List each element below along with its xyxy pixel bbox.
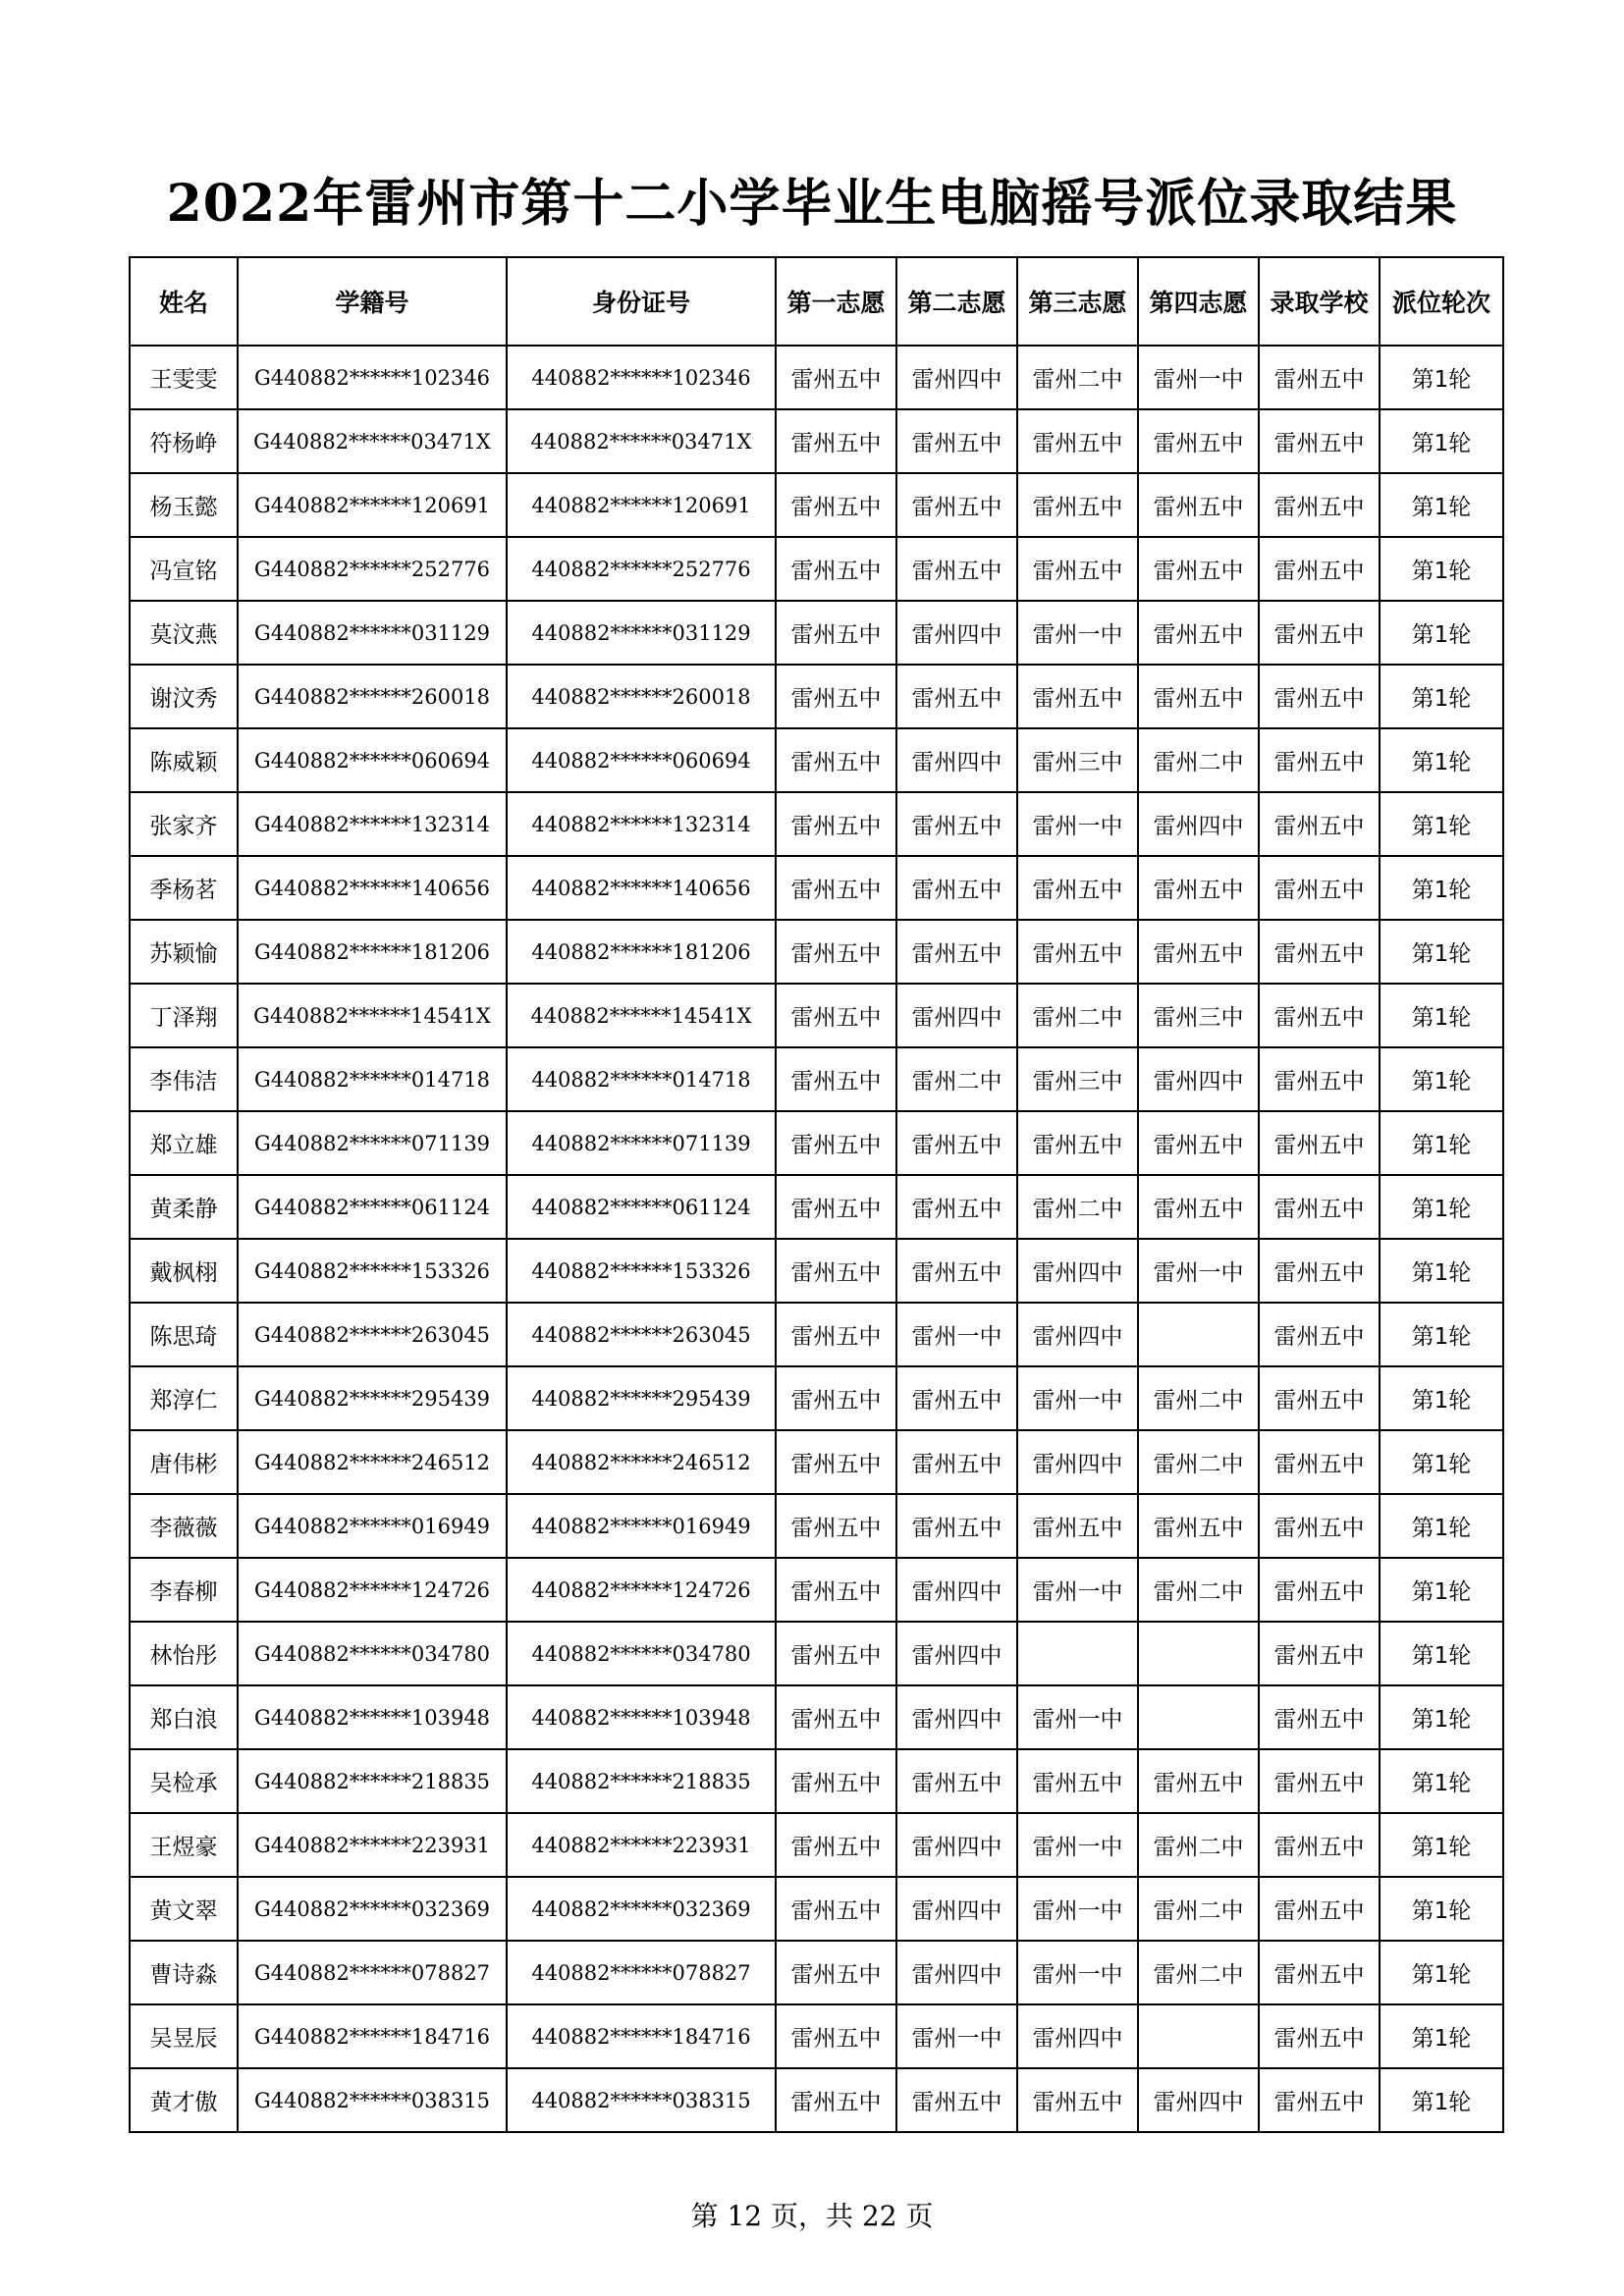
- cell-choice-1: 雷州五中: [776, 792, 896, 856]
- cell-choice-2: 雷州四中: [896, 1558, 1017, 1622]
- cell-choice-1: 雷州五中: [776, 2068, 896, 2132]
- column-header-choice-2: 第二志愿: [896, 257, 1017, 346]
- cell-round: 第1轮: [1380, 728, 1503, 792]
- cell-round: 第1轮: [1380, 1558, 1503, 1622]
- cell-admitted-school: 雷州五中: [1259, 346, 1380, 409]
- cell-choice-2: 雷州五中: [896, 1111, 1017, 1175]
- cell-admitted-school: 雷州五中: [1259, 856, 1380, 920]
- cell-choice-4: [1138, 1622, 1259, 1685]
- cell-student-id: G440882******120691: [238, 473, 507, 537]
- cell-choice-1: 雷州五中: [776, 665, 896, 728]
- cell-choice-4: 雷州五中: [1138, 1111, 1259, 1175]
- cell-name: 黄柔静: [130, 1175, 238, 1239]
- cell-student-id: G440882******038315: [238, 2068, 507, 2132]
- cell-choice-3: 雷州一中: [1017, 1685, 1138, 1749]
- cell-choice-3: 雷州四中: [1017, 1239, 1138, 1303]
- cell-admitted-school: 雷州五中: [1259, 537, 1380, 601]
- cell-choice-4: 雷州二中: [1138, 1366, 1259, 1430]
- cell-round: 第1轮: [1380, 1047, 1503, 1111]
- cell-choice-1: 雷州五中: [776, 346, 896, 409]
- cell-id-number: 440882******060694: [507, 728, 776, 792]
- cell-choice-4: 雷州四中: [1138, 792, 1259, 856]
- cell-id-number: 440882******181206: [507, 920, 776, 984]
- cell-round: 第1轮: [1380, 792, 1503, 856]
- cell-choice-3: 雷州一中: [1017, 1558, 1138, 1622]
- cell-choice-4: 雷州五中: [1138, 920, 1259, 984]
- cell-choice-3: 雷州四中: [1017, 1303, 1138, 1366]
- page-footer: 第 12 页，共 22 页: [690, 2200, 934, 2232]
- cell-student-id: G440882******061124: [238, 1175, 507, 1239]
- table-row: [130, 409, 1503, 473]
- cell-round: 第1轮: [1380, 1175, 1503, 1239]
- cell-choice-1: 雷州五中: [776, 1494, 896, 1558]
- cell-admitted-school: 雷州五中: [1259, 984, 1380, 1047]
- cell-student-id: G440882******032369: [238, 1877, 507, 1941]
- cell-choice-2: 雷州一中: [896, 2004, 1017, 2068]
- cell-choice-1: 雷州五中: [776, 473, 896, 537]
- cell-student-id: G440882******102346: [238, 346, 507, 409]
- cell-student-id: G440882******223931: [238, 1813, 507, 1877]
- cell-name: 季杨茗: [130, 856, 238, 920]
- cell-choice-2: 雷州五中: [896, 2068, 1017, 2132]
- cell-choice-1: 雷州五中: [776, 1175, 896, 1239]
- cell-choice-1: 雷州五中: [776, 728, 896, 792]
- cell-choice-2: 雷州五中: [896, 473, 1017, 537]
- cell-name: 陈威颖: [130, 728, 238, 792]
- cell-student-id: G440882******132314: [238, 792, 507, 856]
- page-title: 2022年雷州市第十二小学毕业生电脑摇号派位录取结果: [166, 174, 1458, 234]
- cell-name: 丁泽翔: [130, 984, 238, 1047]
- table-row: [130, 1622, 1503, 1685]
- cell-choice-2: 雷州五中: [896, 920, 1017, 984]
- cell-round: 第1轮: [1380, 409, 1503, 473]
- table-row: [130, 728, 1503, 792]
- cell-choice-4: 雷州二中: [1138, 1558, 1259, 1622]
- cell-choice-4: 雷州一中: [1138, 346, 1259, 409]
- cell-admitted-school: 雷州五中: [1259, 1175, 1380, 1239]
- cell-choice-4: 雷州一中: [1138, 1239, 1259, 1303]
- cell-choice-1: 雷州五中: [776, 1685, 896, 1749]
- cell-choice-1: 雷州五中: [776, 1366, 896, 1430]
- cell-choice-4: 雷州五中: [1138, 665, 1259, 728]
- cell-choice-3: 雷州五中: [1017, 537, 1138, 601]
- cell-choice-1: 雷州五中: [776, 1941, 896, 2004]
- cell-name: 冯宣铭: [130, 537, 238, 601]
- cell-choice-4: [1138, 2004, 1259, 2068]
- cell-choice-2: 雷州五中: [896, 792, 1017, 856]
- cell-student-id: G440882******014718: [238, 1047, 507, 1111]
- cell-choice-3: 雷州五中: [1017, 1494, 1138, 1558]
- cell-id-number: 440882******031129: [507, 601, 776, 665]
- cell-choice-3: 雷州一中: [1017, 601, 1138, 665]
- table-row: [130, 1877, 1503, 1941]
- cell-round: 第1轮: [1380, 601, 1503, 665]
- cell-choice-3: 雷州三中: [1017, 728, 1138, 792]
- cell-admitted-school: 雷州五中: [1259, 1558, 1380, 1622]
- cell-id-number: 440882******140656: [507, 856, 776, 920]
- cell-id-number: 440882******014718: [507, 1047, 776, 1111]
- cell-choice-2: 雷州五中: [896, 1494, 1017, 1558]
- cell-name: 李春柳: [130, 1558, 238, 1622]
- cell-round: 第1轮: [1380, 1239, 1503, 1303]
- cell-round: 第1轮: [1380, 1877, 1503, 1941]
- cell-name: 吴昱辰: [130, 2004, 238, 2068]
- cell-name: 陈思琦: [130, 1303, 238, 1366]
- cell-admitted-school: 雷州五中: [1259, 1430, 1380, 1494]
- cell-choice-1: 雷州五中: [776, 601, 896, 665]
- cell-choice-2: 雷州四中: [896, 1877, 1017, 1941]
- cell-choice-4: 雷州二中: [1138, 1813, 1259, 1877]
- cell-round: 第1轮: [1380, 665, 1503, 728]
- cell-choice-3: 雷州五中: [1017, 473, 1138, 537]
- cell-choice-2: 雷州五中: [896, 1430, 1017, 1494]
- cell-id-number: 440882******038315: [507, 2068, 776, 2132]
- table-row: [130, 1558, 1503, 1622]
- cell-choice-2: 雷州五中: [896, 1749, 1017, 1813]
- table-row: [130, 346, 1503, 409]
- cell-admitted-school: 雷州五中: [1259, 1877, 1380, 1941]
- cell-choice-3: 雷州二中: [1017, 984, 1138, 1047]
- cell-student-id: G440882******060694: [238, 728, 507, 792]
- cell-name: 莫汶燕: [130, 601, 238, 665]
- cell-choice-3: 雷州一中: [1017, 1877, 1138, 1941]
- cell-round: 第1轮: [1380, 1430, 1503, 1494]
- table-row: [130, 2068, 1503, 2132]
- cell-choice-3: 雷州一中: [1017, 792, 1138, 856]
- cell-round: 第1轮: [1380, 920, 1503, 984]
- cell-student-id: G440882******181206: [238, 920, 507, 984]
- cell-student-id: G440882******263045: [238, 1303, 507, 1366]
- cell-round: 第1轮: [1380, 1685, 1503, 1749]
- cell-id-number: 440882******132314: [507, 792, 776, 856]
- cell-id-number: 440882******03471X: [507, 409, 776, 473]
- cell-choice-4: 雷州五中: [1138, 601, 1259, 665]
- cell-student-id: G440882******016949: [238, 1494, 507, 1558]
- cell-admitted-school: 雷州五中: [1259, 1685, 1380, 1749]
- cell-choice-1: 雷州五中: [776, 984, 896, 1047]
- cell-choice-2: 雷州四中: [896, 346, 1017, 409]
- cell-choice-3: 雷州三中: [1017, 1047, 1138, 1111]
- cell-round: 第1轮: [1380, 2004, 1503, 2068]
- cell-choice-1: 雷州五中: [776, 1239, 896, 1303]
- cell-choice-3: 雷州五中: [1017, 1749, 1138, 1813]
- cell-choice-3: 雷州一中: [1017, 1366, 1138, 1430]
- cell-admitted-school: 雷州五中: [1259, 601, 1380, 665]
- cell-id-number: 440882******071139: [507, 1111, 776, 1175]
- table-row: [130, 1494, 1503, 1558]
- cell-choice-4: 雷州二中: [1138, 1430, 1259, 1494]
- cell-id-number: 440882******120691: [507, 473, 776, 537]
- cell-admitted-school: 雷州五中: [1259, 1749, 1380, 1813]
- cell-choice-4: [1138, 1685, 1259, 1749]
- cell-choice-4: 雷州五中: [1138, 856, 1259, 920]
- cell-round: 第1轮: [1380, 2068, 1503, 2132]
- cell-choice-1: 雷州五中: [776, 1813, 896, 1877]
- cell-id-number: 440882******295439: [507, 1366, 776, 1430]
- cell-choice-4: 雷州五中: [1138, 1175, 1259, 1239]
- cell-admitted-school: 雷州五中: [1259, 2068, 1380, 2132]
- cell-choice-4: [1138, 1303, 1259, 1366]
- table-row: [130, 1813, 1503, 1877]
- cell-admitted-school: 雷州五中: [1259, 1047, 1380, 1111]
- cell-name: 唐伟彬: [130, 1430, 238, 1494]
- cell-round: 第1轮: [1380, 537, 1503, 601]
- cell-student-id: G440882******103948: [238, 1685, 507, 1749]
- cell-id-number: 440882******223931: [507, 1813, 776, 1877]
- cell-student-id: G440882******295439: [238, 1366, 507, 1430]
- cell-student-id: G440882******260018: [238, 665, 507, 728]
- cell-choice-1: 雷州五中: [776, 1749, 896, 1813]
- cell-choice-3: 雷州一中: [1017, 1941, 1138, 2004]
- cell-choice-4: 雷州五中: [1138, 1494, 1259, 1558]
- cell-student-id: G440882******218835: [238, 1749, 507, 1813]
- cell-admitted-school: 雷州五中: [1259, 728, 1380, 792]
- cell-student-id: G440882******078827: [238, 1941, 507, 2004]
- cell-name: 戴枫栩: [130, 1239, 238, 1303]
- cell-admitted-school: 雷州五中: [1259, 473, 1380, 537]
- cell-round: 第1轮: [1380, 1494, 1503, 1558]
- cell-choice-4: 雷州五中: [1138, 537, 1259, 601]
- cell-admitted-school: 雷州五中: [1259, 1494, 1380, 1558]
- cell-choice-2: 雷州五中: [896, 409, 1017, 473]
- table-row: [130, 984, 1503, 1047]
- table-row: [130, 920, 1503, 984]
- cell-choice-2: 雷州四中: [896, 1685, 1017, 1749]
- cell-choice-4: 雷州五中: [1138, 473, 1259, 537]
- cell-choice-1: 雷州五中: [776, 1622, 896, 1685]
- cell-name: 吴检承: [130, 1749, 238, 1813]
- table-row: [130, 856, 1503, 920]
- table-row: [130, 601, 1503, 665]
- table-row: [130, 1749, 1503, 1813]
- cell-student-id: G440882******071139: [238, 1111, 507, 1175]
- cell-name: 张家齐: [130, 792, 238, 856]
- column-header-choice-3: 第三志愿: [1017, 257, 1138, 346]
- cell-choice-4: 雷州四中: [1138, 2068, 1259, 2132]
- cell-choice-3: 雷州五中: [1017, 2068, 1138, 2132]
- cell-round: 第1轮: [1380, 984, 1503, 1047]
- cell-choice-1: 雷州五中: [776, 2004, 896, 2068]
- cell-student-id: G440882******184716: [238, 2004, 507, 2068]
- cell-choice-2: 雷州五中: [896, 665, 1017, 728]
- table-row: [130, 1685, 1503, 1749]
- table-row: [130, 1047, 1503, 1111]
- table-row: [130, 537, 1503, 601]
- cell-choice-2: 雷州五中: [896, 1366, 1017, 1430]
- cell-student-id: G440882******252776: [238, 537, 507, 601]
- cell-student-id: G440882******14541X: [238, 984, 507, 1047]
- cell-choice-1: 雷州五中: [776, 409, 896, 473]
- cell-choice-3: 雷州五中: [1017, 856, 1138, 920]
- column-header-choice-4: 第四志愿: [1138, 257, 1259, 346]
- cell-choice-1: 雷州五中: [776, 1877, 896, 1941]
- cell-choice-3: 雷州五中: [1017, 920, 1138, 984]
- cell-id-number: 440882******078827: [507, 1941, 776, 2004]
- table-row: [130, 792, 1503, 856]
- cell-name: 黄文翠: [130, 1877, 238, 1941]
- table-row: [130, 1239, 1503, 1303]
- cell-id-number: 440882******252776: [507, 537, 776, 601]
- cell-id-number: 440882******124726: [507, 1558, 776, 1622]
- cell-choice-3: 雷州一中: [1017, 1813, 1138, 1877]
- cell-admitted-school: 雷州五中: [1259, 920, 1380, 984]
- cell-choice-1: 雷州五中: [776, 1047, 896, 1111]
- cell-name: 杨玉懿: [130, 473, 238, 537]
- cell-student-id: G440882******140656: [238, 856, 507, 920]
- table-row: [130, 1175, 1503, 1239]
- header-row: [130, 257, 1503, 346]
- cell-round: 第1轮: [1380, 473, 1503, 537]
- cell-choice-2: 雷州二中: [896, 1047, 1017, 1111]
- cell-admitted-school: 雷州五中: [1259, 792, 1380, 856]
- table-row: [130, 1430, 1503, 1494]
- cell-choice-2: 雷州五中: [896, 856, 1017, 920]
- cell-id-number: 440882******102346: [507, 346, 776, 409]
- cell-choice-3: 雷州四中: [1017, 1430, 1138, 1494]
- table-row: [130, 665, 1503, 728]
- cell-id-number: 440882******034780: [507, 1622, 776, 1685]
- cell-id-number: 440882******246512: [507, 1430, 776, 1494]
- column-header-choice-1: 第一志愿: [776, 257, 896, 346]
- cell-student-id: G440882******034780: [238, 1622, 507, 1685]
- cell-round: 第1轮: [1380, 1111, 1503, 1175]
- cell-admitted-school: 雷州五中: [1259, 665, 1380, 728]
- results-table: [129, 256, 1504, 2133]
- cell-choice-3: 雷州五中: [1017, 409, 1138, 473]
- cell-choice-4: 雷州三中: [1138, 984, 1259, 1047]
- cell-choice-2: 雷州五中: [896, 1239, 1017, 1303]
- column-header-student-id: 学籍号: [238, 257, 507, 346]
- cell-name: 苏颖愉: [130, 920, 238, 984]
- cell-student-id: G440882******124726: [238, 1558, 507, 1622]
- cell-choice-2: 雷州一中: [896, 1303, 1017, 1366]
- cell-name: 郑立雄: [130, 1111, 238, 1175]
- cell-choice-4: 雷州四中: [1138, 1047, 1259, 1111]
- cell-choice-2: 雷州四中: [896, 1622, 1017, 1685]
- cell-admitted-school: 雷州五中: [1259, 1303, 1380, 1366]
- table-row: [130, 473, 1503, 537]
- cell-id-number: 440882******032369: [507, 1877, 776, 1941]
- table-row: [130, 2004, 1503, 2068]
- cell-choice-4: 雷州五中: [1138, 409, 1259, 473]
- cell-student-id: G440882******031129: [238, 601, 507, 665]
- cell-choice-4: 雷州二中: [1138, 728, 1259, 792]
- cell-name: 曹诗淼: [130, 1941, 238, 2004]
- cell-name: 王煜豪: [130, 1813, 238, 1877]
- cell-round: 第1轮: [1380, 1622, 1503, 1685]
- cell-round: 第1轮: [1380, 1303, 1503, 1366]
- cell-id-number: 440882******184716: [507, 2004, 776, 2068]
- cell-choice-4: 雷州二中: [1138, 1877, 1259, 1941]
- cell-choice-3: 雷州五中: [1017, 665, 1138, 728]
- cell-admitted-school: 雷州五中: [1259, 1111, 1380, 1175]
- cell-choice-1: 雷州五中: [776, 1303, 896, 1366]
- cell-id-number: 440882******103948: [507, 1685, 776, 1749]
- column-header-round: 派位轮次: [1380, 257, 1503, 346]
- table-row: [130, 1366, 1503, 1430]
- cell-student-id: G440882******03471X: [238, 409, 507, 473]
- cell-id-number: 440882******153326: [507, 1239, 776, 1303]
- cell-choice-2: 雷州四中: [896, 728, 1017, 792]
- cell-name: 王雯雯: [130, 346, 238, 409]
- cell-admitted-school: 雷州五中: [1259, 409, 1380, 473]
- table-row: [130, 1303, 1503, 1366]
- cell-student-id: G440882******246512: [238, 1430, 507, 1494]
- cell-name: 谢汶秀: [130, 665, 238, 728]
- cell-id-number: 440882******218835: [507, 1749, 776, 1813]
- cell-id-number: 440882******14541X: [507, 984, 776, 1047]
- cell-id-number: 440882******061124: [507, 1175, 776, 1239]
- cell-choice-3: 雷州五中: [1017, 1111, 1138, 1175]
- cell-admitted-school: 雷州五中: [1259, 1239, 1380, 1303]
- cell-choice-3: [1017, 1622, 1138, 1685]
- cell-id-number: 440882******016949: [507, 1494, 776, 1558]
- cell-admitted-school: 雷州五中: [1259, 1813, 1380, 1877]
- cell-choice-2: 雷州四中: [896, 984, 1017, 1047]
- cell-round: 第1轮: [1380, 346, 1503, 409]
- cell-choice-4: 雷州二中: [1138, 1941, 1259, 2004]
- cell-choice-1: 雷州五中: [776, 1558, 896, 1622]
- cell-name: 李薇薇: [130, 1494, 238, 1558]
- table-row: [130, 1111, 1503, 1175]
- cell-choice-1: 雷州五中: [776, 537, 896, 601]
- column-header-id-number: 身份证号: [507, 257, 776, 346]
- cell-name: 符杨峥: [130, 409, 238, 473]
- cell-admitted-school: 雷州五中: [1259, 2004, 1380, 2068]
- cell-choice-4: 雷州五中: [1138, 1749, 1259, 1813]
- cell-admitted-school: 雷州五中: [1259, 1941, 1380, 2004]
- cell-round: 第1轮: [1380, 1813, 1503, 1877]
- cell-name: 李伟洁: [130, 1047, 238, 1111]
- cell-round: 第1轮: [1380, 1749, 1503, 1813]
- cell-choice-1: 雷州五中: [776, 1430, 896, 1494]
- column-header-name: 姓名: [130, 257, 238, 346]
- cell-choice-3: 雷州二中: [1017, 1175, 1138, 1239]
- cell-choice-3: 雷州二中: [1017, 346, 1138, 409]
- cell-choice-1: 雷州五中: [776, 1111, 896, 1175]
- cell-choice-2: 雷州四中: [896, 601, 1017, 665]
- cell-name: 林怡彤: [130, 1622, 238, 1685]
- cell-name: 黄才傲: [130, 2068, 238, 2132]
- cell-admitted-school: 雷州五中: [1259, 1622, 1380, 1685]
- cell-choice-1: 雷州五中: [776, 856, 896, 920]
- table-row: [130, 1941, 1503, 2004]
- cell-round: 第1轮: [1380, 1366, 1503, 1430]
- cell-choice-2: 雷州四中: [896, 1941, 1017, 2004]
- cell-round: 第1轮: [1380, 1941, 1503, 2004]
- cell-choice-2: 雷州五中: [896, 537, 1017, 601]
- cell-admitted-school: 雷州五中: [1259, 1366, 1380, 1430]
- cell-name: 郑白浪: [130, 1685, 238, 1749]
- cell-id-number: 440882******260018: [507, 665, 776, 728]
- cell-choice-2: 雷州四中: [896, 1813, 1017, 1877]
- cell-student-id: G440882******153326: [238, 1239, 507, 1303]
- cell-name: 郑淳仁: [130, 1366, 238, 1430]
- cell-choice-2: 雷州五中: [896, 1175, 1017, 1239]
- cell-choice-3: 雷州四中: [1017, 2004, 1138, 2068]
- column-header-admitted-school: 录取学校: [1259, 257, 1380, 346]
- cell-choice-1: 雷州五中: [776, 920, 896, 984]
- cell-round: 第1轮: [1380, 856, 1503, 920]
- cell-id-number: 440882******263045: [507, 1303, 776, 1366]
